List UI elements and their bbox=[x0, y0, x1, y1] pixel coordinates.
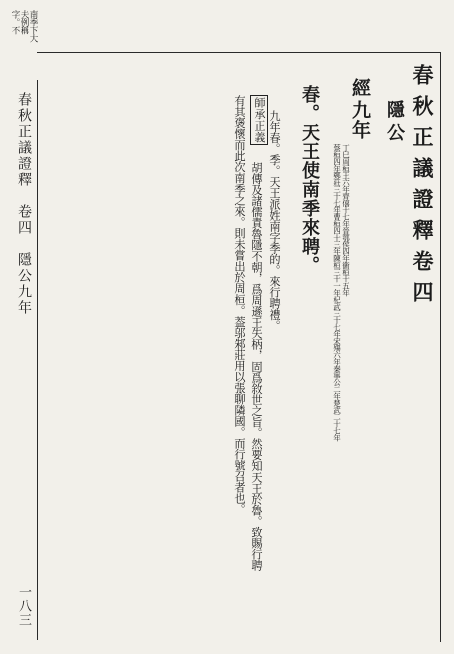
margin-note-3: 字。不 bbox=[10, 10, 20, 34]
frame-left bbox=[37, 80, 38, 640]
year-note-2: 蔡桓四年鄭莊三十七年曹桓四十三年陳桓三十一年杞武三十七年宋殤六年秦寧公二年楚武二十七年 bbox=[332, 144, 342, 441]
body-line-1: 九年春。季。天王派姓南字季的。來行聘禮。 bbox=[268, 110, 281, 332]
frame-right bbox=[440, 52, 441, 642]
margin-note-2: 夫例稱 bbox=[19, 10, 29, 34]
frame-top bbox=[37, 52, 440, 53]
commentary-badge: 師承正義 bbox=[250, 95, 268, 145]
chunqiu-entry: 春。天王使南季來聘。 bbox=[299, 85, 320, 275]
margin-note-1: 南季下大 bbox=[28, 10, 38, 42]
duke-name: 隱公 bbox=[384, 100, 405, 146]
body-line-2: 胡傳及諸儒責魯隱不朝，爲周遜王失柄，固爲敘世之旨。然要知天王於魯。致賜行聘 bbox=[250, 162, 263, 571]
year-label: 九年 bbox=[349, 100, 371, 140]
running-title: 春秋正議證釋 卷四 隱公九年 bbox=[16, 92, 32, 316]
commentary-head bbox=[250, 95, 268, 145]
classic-label: 經 bbox=[349, 78, 371, 98]
page-number: 一八三 bbox=[16, 585, 31, 627]
book-title: 春秋正議證釋卷四 bbox=[410, 64, 435, 312]
year-note-1: 丁巳周桓王六年齊僖十七年晉鄂侯四年衞桓十五年 bbox=[341, 144, 351, 296]
body-line-3: 有其褒懷而此次南季之來。則未嘗出於周桓。葢邬邾莊用以張聊隣國。而行號召者也。 bbox=[233, 95, 246, 515]
